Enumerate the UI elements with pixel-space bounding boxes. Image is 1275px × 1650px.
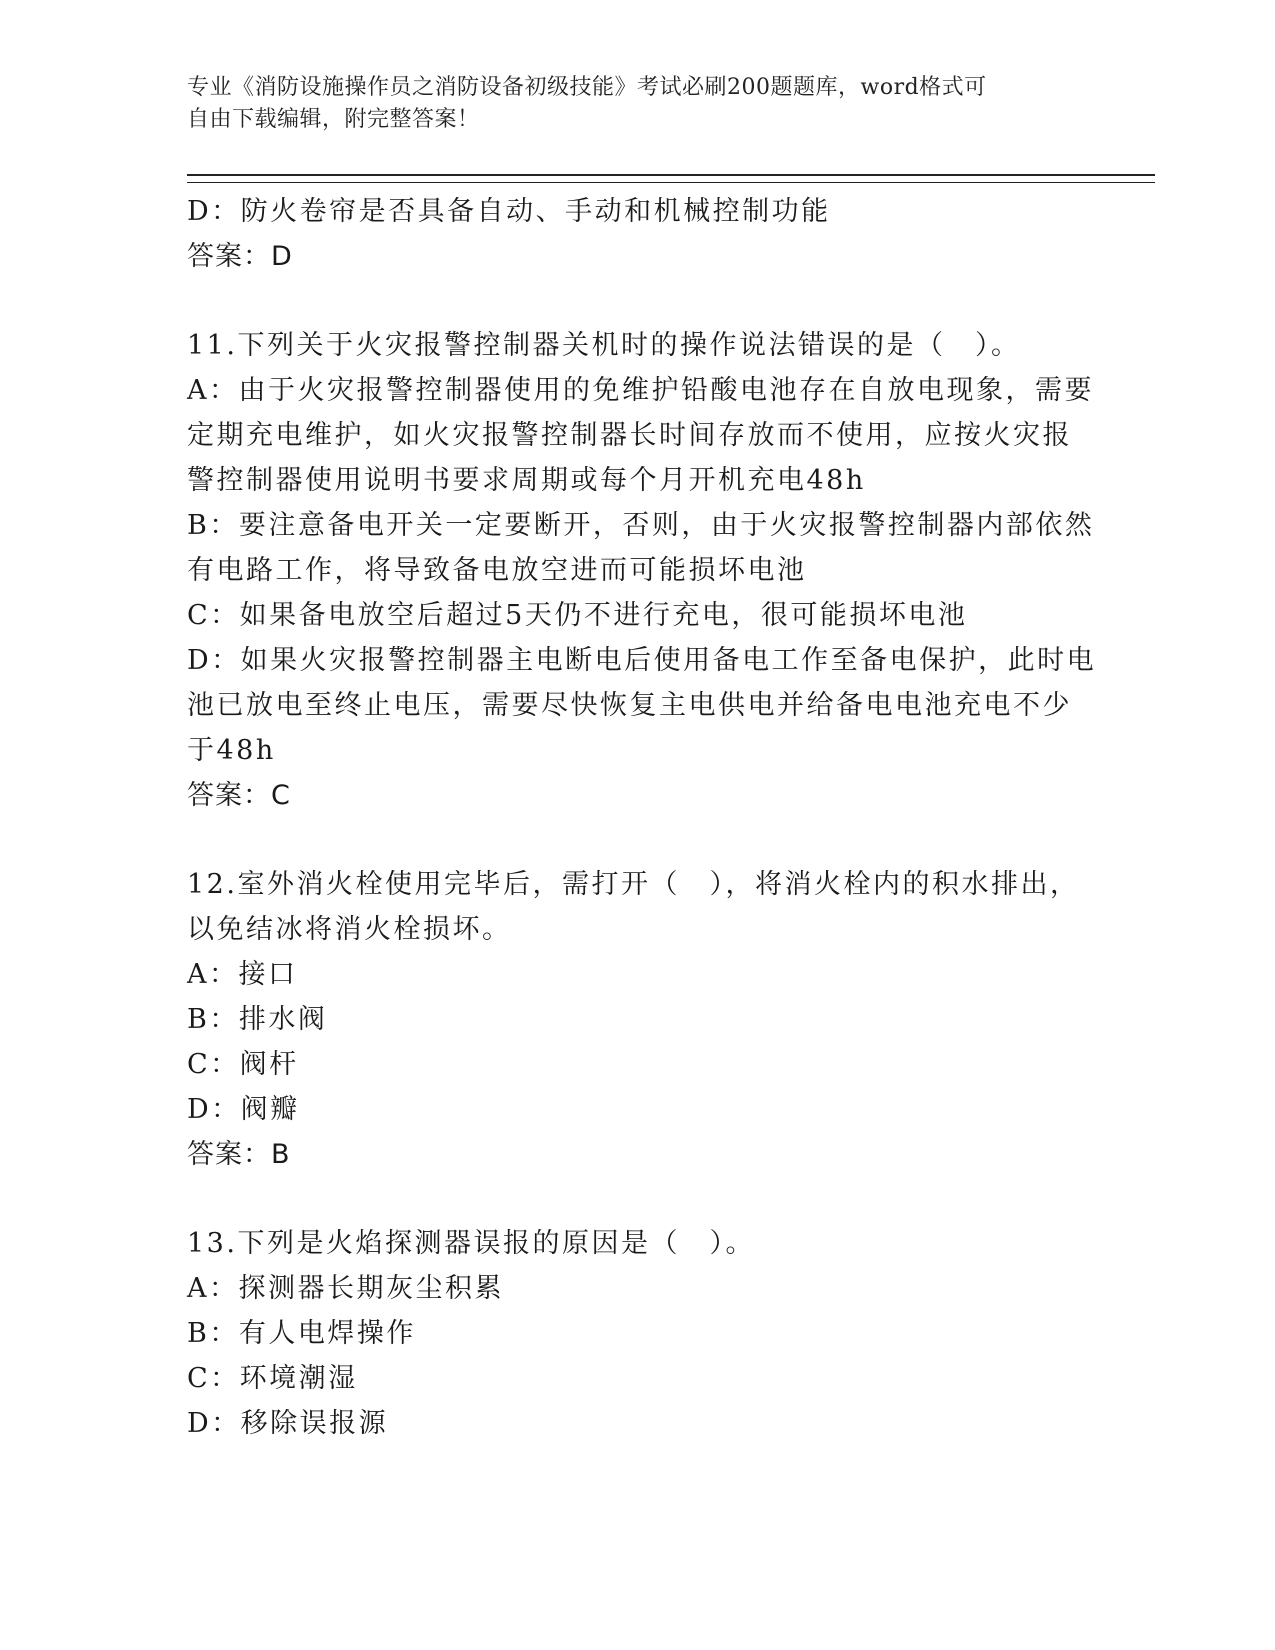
question-11 bbox=[187, 323, 1157, 818]
question-stem: 12.室外消火栓使用完毕后，需打开（ ），将消火栓内的积水排出， bbox=[187, 869, 1080, 900]
answer-label: 答案：C bbox=[187, 780, 291, 811]
option-d: D：移除误报源 bbox=[187, 1408, 389, 1439]
option-a: A：接口 bbox=[187, 959, 298, 990]
header-line-2: 自由下载编辑，附完整答案！ bbox=[187, 107, 480, 132]
option-b: B：有人电焊操作 bbox=[187, 1318, 416, 1349]
option-a: A：探测器长期灰尘积累 bbox=[187, 1273, 504, 1304]
option-c: C：阀杆 bbox=[187, 1049, 299, 1080]
answer-label: 答案：D bbox=[187, 241, 293, 272]
option-a-cont: 定期充电维护，如火灾报警控制器长时间存放而不使用，应按火灾报 bbox=[187, 420, 1072, 451]
question-list bbox=[187, 189, 1157, 1446]
option-b-cont: 有电路工作，将导致备电放空进而可能损坏电池 bbox=[187, 555, 807, 586]
question-12 bbox=[187, 862, 1157, 1177]
option-b: B：排水阀 bbox=[187, 1004, 328, 1035]
question-stem: 11.下列关于火灾报警控制器关机时的操作说法错误的是（ ）。 bbox=[187, 330, 1021, 361]
page-header bbox=[187, 72, 1067, 136]
option-d: D：防火卷帘是否具备自动、手动和机械控制功能 bbox=[187, 196, 831, 227]
header-line-1: 专业《消防设施操作员之消防设备初级技能》考试必刷200题题库，word格式可 bbox=[187, 75, 987, 100]
question-stem-cont: 以免结冰将消火栓损坏。 bbox=[187, 914, 512, 945]
question-10-tail bbox=[187, 189, 1157, 279]
header-divider bbox=[187, 174, 1155, 183]
option-d: D：阀瓣 bbox=[187, 1094, 300, 1125]
option-b: B：要注意备电开关一定要断开，否则，由于火灾报警控制器内部依然 bbox=[187, 510, 1095, 541]
answer-label: 答案：B bbox=[187, 1139, 291, 1170]
option-d-cont: 池已放电至终止电压，需要尽快恢复主电供电并给备电电池充电不少 bbox=[187, 690, 1072, 721]
option-d-cont: 于48h bbox=[187, 735, 276, 766]
option-c: C：环境潮湿 bbox=[187, 1363, 358, 1394]
option-a: A：由于火灾报警控制器使用的免维护铅酸电池存在自放电现象，需要 bbox=[187, 375, 1094, 406]
option-c: C：如果备电放空后超过5天仍不进行充电，很可能损坏电池 bbox=[187, 600, 968, 631]
question-13 bbox=[187, 1221, 1157, 1446]
option-d: D：如果火灾报警控制器主电断电后使用备电工作至备电保护，此时电 bbox=[187, 645, 1097, 676]
option-a-cont: 警控制器使用说明书要求周期或每个月开机充电48h bbox=[187, 465, 866, 496]
question-stem: 13.下列是火焰探测器误报的原因是（ ）。 bbox=[187, 1228, 755, 1259]
document-page bbox=[187, 72, 1157, 1446]
